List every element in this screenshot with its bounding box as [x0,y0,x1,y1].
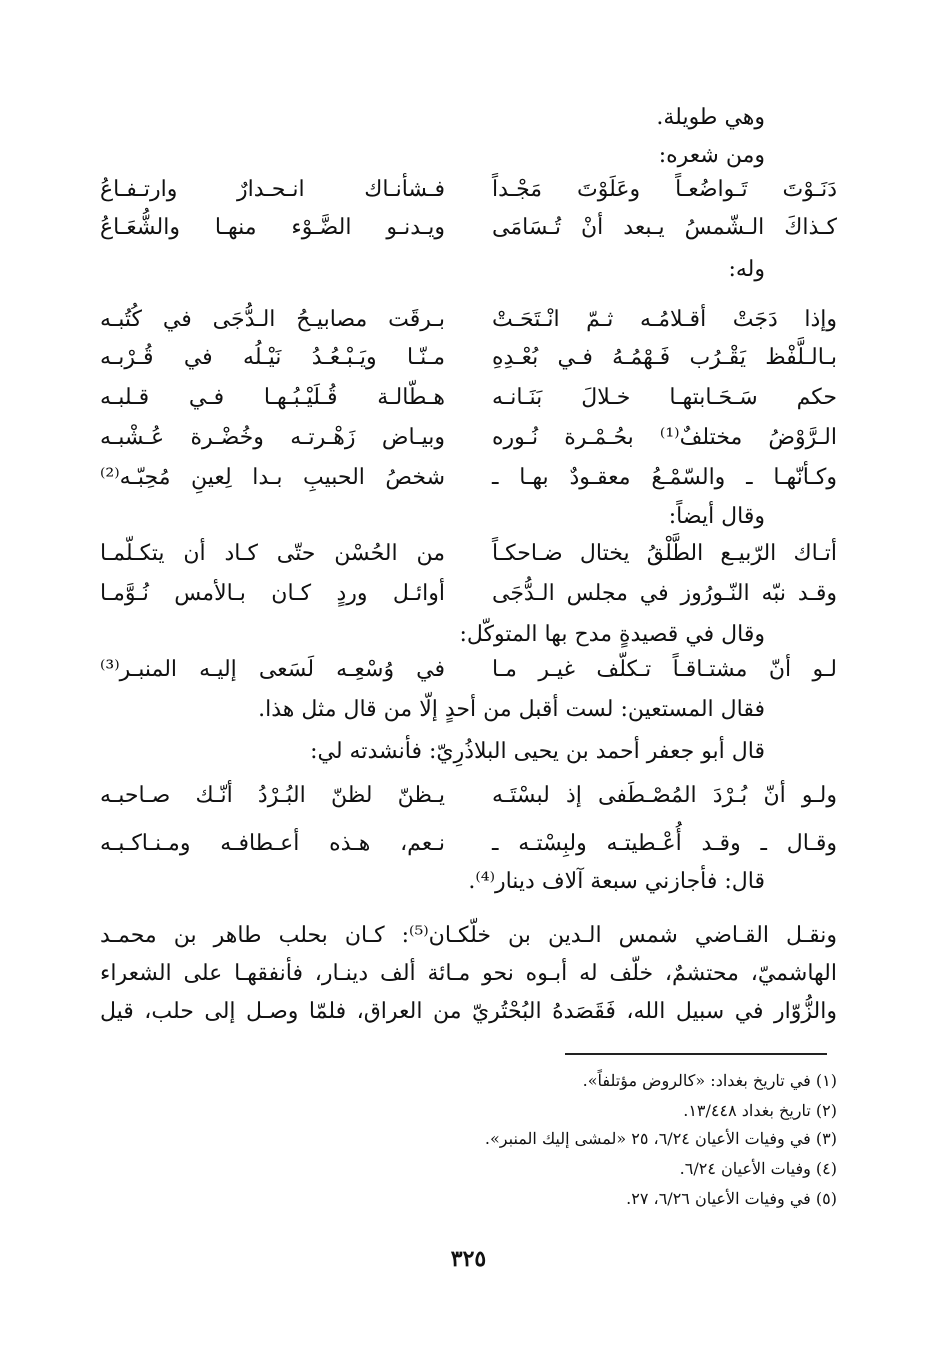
footnote: (٢) تاريخ بغداد ١٣/٤٤٨. [683,1101,837,1120]
verse-second-hemistich: يـظنّ لظنّ البُـرْدُ أنّـك صـاحبـه [100,783,445,808]
prose-line: فقال المستعين: لست أقبل من أحدٍ إلّا من قال مثل هذا. [258,697,765,722]
section-label: وقال في قصيدةٍ مدح بها المتوكّل: [459,622,765,647]
verse-second-hemistich: شخصُ الحبيبِ بـدا لِعينِ مُحِبّـه⁽²⁾ [100,465,445,490]
verse-second-hemistich: فـشأنـاك انـحـدارٌ وارتـفـاعُ [100,177,445,202]
footnote: (١) في تاريخ بغداد: «كالروض مؤتلفاً». [582,1071,837,1090]
verse-first-hemistich: لـو أنّ مشتـاقـاً تـكلّف غيـر مـا [492,657,837,682]
prose-line: قال أبو جعفر أحمد بن يحيى البلاذُرِيّ: فأنشدته لي: [310,739,765,764]
verse-first-hemistich: أتـاك الرّبيـع الطَّلْقُ يختال ضـاحكـاً [492,541,837,566]
verse-second-hemistich: ويـدنـو الضَّـوْء منهـا والشُّعَـاعُ [100,215,445,240]
verse-second-hemistich: من الحُسْن حتّى كـاد أن يتكـلّمـا [100,541,445,566]
verse-first-hemistich: وقـال ـ وقـد أُعْـطيتـه ولبِسْتـه ـ [492,831,837,856]
intro-line: ومن شعره: [658,143,765,168]
verse-first-hemistich: حكم سَـحَـابتهـا خـلالَ بَنَـانـه [492,385,837,410]
verse-second-hemistich: نـعم، هـذه أعـطافـه ومـنـاكـبـه [100,831,445,856]
verse-second-hemistich: وبيـاض زَهْـرتـه وخُضْـرة عُـشْبـه [100,425,445,450]
footnote: (٥) في وفيات الأعيان ٦/٢٦، ٢٧. [626,1189,837,1208]
page-number: ٣٢٥ [450,1246,487,1272]
footnote: (٣) في وفيات الأعيان ٦/٢٤، ٢٥ «لمشى إليك المنبر». [484,1129,837,1148]
verse-first-hemistich: وإذا دَجَتْ أقـلامُـه ثـمّ انْـتَحَـتْ [492,307,837,332]
footnote: (٤) وفيات الأعيان ٦/٢٤. [679,1159,837,1178]
verse-second-hemistich: في وُسْعِـه لَسَعى إليـه المنبـر⁽³⁾ [100,657,445,682]
verse-second-hemistich: هـطّالـة قُـلَيْـبُـهـا فـي قـلبـه [100,385,445,410]
section-label: وله: [728,257,765,282]
prose-line: قال: فأجازني سبعة آلاف دينار⁽⁴⁾. [468,869,765,894]
verse-first-hemistich: الـرَّوْضُ مختلفٌ⁽¹⁾ بحُـمْـرة نُـوره [492,425,838,450]
paragraph-line: والزُّوّار في سبيل الله، فَقَصَدهُ البُحْتُريّ من العراق، فلمّا وصـل إلى حلب، قيل [100,999,837,1024]
verse-first-hemistich: كـذاكَ الـشّمسُ يـبعد أنْ تُـسَامَى [492,215,837,240]
verse-second-hemistich: أوائـل وردٍ كـان بـالأمس نُـوَّمـا [100,581,445,606]
footnote-divider [565,1053,827,1055]
verse-second-hemistich: مـنّـا ويَـبْـعُـدُ نَيْـلُه في قُـرْبـه [100,345,445,370]
verse-first-hemistich: ولـو أنّ بُـرْدَ المُصْـطَفى إذ لبسْتَـه [492,783,837,808]
intro-line: وهي طويلة. [656,105,765,130]
verse-first-hemistich: وقـد نبّه النّـورُوز في مجلس الـدُّجَى [492,581,837,606]
paragraph-line: ونقـل القـاضي شمس الـدين بن خلّكـان⁽⁵⁾: كـان بحلب طاهر بن محمـد [100,923,837,948]
verse-first-hemistich: دَنَـوْتَ تَـواضُعـاً وعَلَوْتَ مَجْـداً [492,177,837,202]
verse-second-hemistich: بـرقَت مصابيـحُ الـدُّجَى في كُتُبـه [100,307,445,332]
verse-first-hemistich: وكـأنّهـا ـ والسّمْـعُ معقـودٌ بهـا ـ [492,465,837,490]
verse-first-hemistich: بـالـلَّفْظ يَقْـرُب فَـهْمُـهُ فـي بُعْـدِهِ [492,345,837,370]
paragraph-line: الهاشميّ، محتشمٌ، خلّف له أبـوه نحو مـائة ألف دينـار، فأنفقهـا على الشعراء [100,961,837,986]
section-label: وقال أيضاً: [668,504,765,529]
